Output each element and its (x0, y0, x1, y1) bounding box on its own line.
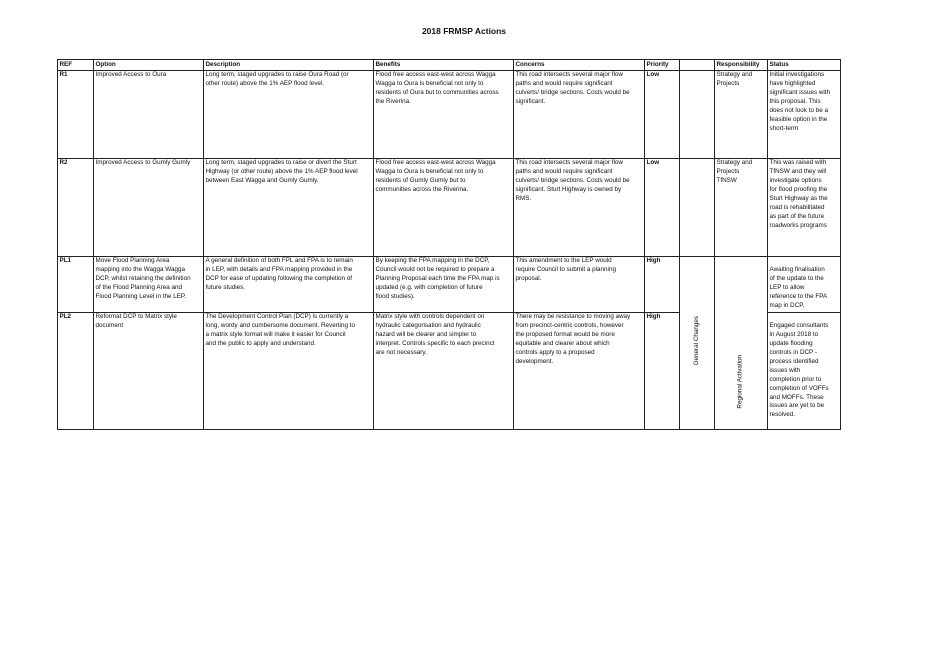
row-benefits: By keeping the FPA mapping in the DCP, Council would not be required to prepare a Planning Proposal each time the FPA map is updated (e.g. with completion of future flood studies). (374, 256, 514, 312)
regional-activation-label: Regional Activation (736, 354, 744, 409)
row-option: Improved Access to Gumly Gumly (94, 158, 204, 256)
row-priority: High (645, 256, 680, 312)
row-benefits: Flood free access east-west across Wagga Wagga to Oura is beneficial not only to residents of Gumly Gumly but to communities across the Riverina. (374, 158, 514, 256)
row-ref: PL1 (58, 256, 94, 312)
row-status: Engaged consultants in August 2018 to update flooding controls in DCP - process identified issues with completion prior to completion of VOFFs and MOFFs. These issues are yet to be resolved. (768, 312, 841, 429)
header-description: Description (204, 60, 374, 71)
row-description: The Development Control Plan (DCP) is currently a long, wordy and cumbersome document. Reverting to a matrix style format will make it easier for Council and the public to apply and understand. (204, 312, 374, 429)
row-blank (680, 158, 715, 256)
row-option: Improved Access to Oura (94, 70, 204, 158)
row-concerns: There may be resistance to moving away from precinct-centric controls, however the proposed format would be more equitable and clearer about which controls apply to a proposed development. (514, 312, 645, 429)
header-priority: Priority (645, 60, 680, 71)
row-description: Long term, staged upgrades to raise or divert the Sturt Highway (or other route) above the 1% AEP flood level between East Wagga and Gumly Gumly. (204, 158, 374, 256)
header-ref: REF (58, 60, 94, 71)
row-status: Initial investigations have highlighted significant issues with this proposal. This does not look to be a feasible option in the short-term (768, 70, 841, 158)
header-concerns: Concerns (514, 60, 645, 71)
row-option: Reformat DCP to Matrix style document (94, 312, 204, 429)
row-concerns: This road intersects several major flow paths and would require significant culverts/ bridge sections. Costs would be significant. Sturt Highway is owned by RMS. (514, 158, 645, 256)
row-ref: R1 (58, 70, 94, 158)
table-row (58, 70, 841, 158)
table-row (58, 256, 841, 312)
row-responsibility: Strategy and Projects (715, 70, 768, 158)
row-responsibility: Strategy and Projects TfNSW (715, 158, 768, 256)
row-status: Awaiting finalisation of the update to the LEP to allow reference to the FPA map in DCP. (768, 256, 841, 312)
row-priority: High (645, 312, 680, 429)
header-status: Status (768, 60, 841, 71)
row-ref: PL2 (58, 312, 94, 429)
row-ref: R2 (58, 158, 94, 256)
row-concerns: This amendment to the LEP would require Council to submit a planning proposal. (514, 256, 645, 312)
actions-table (57, 59, 841, 430)
row-priority: Low (645, 158, 680, 256)
general-changes-cell (680, 256, 715, 429)
regional-activation-cell (715, 256, 768, 429)
row-concerns: This road intersects several major flow paths and would require significant culverts/ bridge sections. Costs would be significant. (514, 70, 645, 158)
header-blank (680, 60, 715, 71)
header-row (58, 60, 841, 71)
row-priority: Low (645, 70, 680, 158)
row-option: Move Flood Planning Area mapping into the Wagga Wagga DCP, whilst retaining the definition of the Flood Planning Area and Flood Planning Level in the LEP. (94, 256, 204, 312)
header-option: Option (94, 60, 204, 71)
row-blank (680, 70, 715, 158)
row-description: A general definition of both FPL and FPA is to remain in LEP, with details and FPA mapping provided in the DCP for ease of updating following the completion of future studies. (204, 256, 374, 312)
row-benefits: Matrix style with controls dependent on hydraulic categorisation and hydraulic hazard will be clearer and simpler to interpret. Controls specific to each precinct are not necessary. (374, 312, 514, 429)
row-status: This was raised with TfNSW and they will investigate options for flood proofing the Sturt Highway as the road is rehabilitated as part of the future roadworks programs (768, 158, 841, 256)
row-benefits: Flood free access east-west across Wagga Wagga to Oura is beneficial not only to residents of Oura but to communities across the Riverina. (374, 70, 514, 158)
general-changes-label: General Changes (692, 316, 700, 366)
page-title: 2018 FRMSP Actions (421, 26, 507, 36)
table-row (58, 158, 841, 256)
header-benefits: Benefits (374, 60, 514, 71)
row-description: Long term, staged upgrades to raise Oura Road (or other route) above the 1% AEP flood level. (204, 70, 374, 158)
header-responsibility: Responsibility (715, 60, 768, 71)
